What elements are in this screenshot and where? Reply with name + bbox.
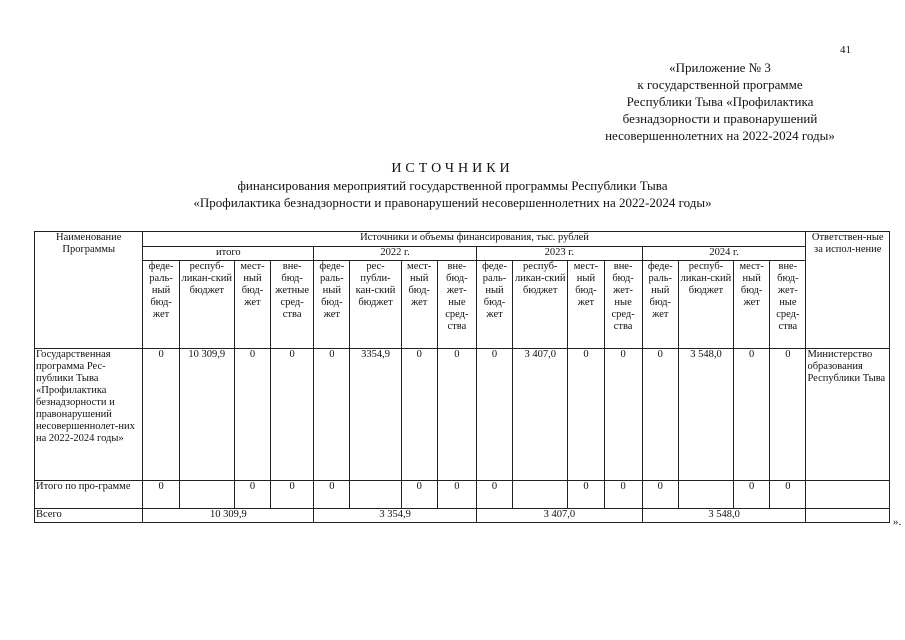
document-subtitle: «Профилактика безнадзорности и правонарушений несовершеннолетних на 2022-2024 годы» — [193, 195, 712, 210]
value-cell: 0 — [271, 349, 314, 481]
annex-line: «Приложение № 3 — [669, 60, 771, 75]
subheader-cell: феде-раль-ный бюд-жет — [642, 261, 678, 349]
row-total-program-name: Итого по про-грамме — [35, 481, 143, 509]
value-cell: 0 — [770, 349, 806, 481]
document-heading — [0, 160, 905, 211]
value-cell: 10 309,9 — [179, 349, 234, 481]
subheader-cell: вне-бюд-жет-ные сред-ства — [437, 261, 476, 349]
header-group-2022: 2022 г. — [314, 247, 477, 261]
header-responsible: Ответствен-ные за испол-нение — [806, 232, 890, 349]
value-cell: 0 — [401, 349, 437, 481]
subheader-cell: респуб-ликан-ский бюджет — [513, 261, 568, 349]
closing-quote: ». — [893, 516, 902, 528]
value-cell: 3354,9 — [350, 349, 401, 481]
subheader-cell: мест-ный бюд-жет — [568, 261, 604, 349]
empty-cell — [806, 509, 890, 523]
subheader-cell: вне-бюд-жет-ные сред-ства — [604, 261, 642, 349]
value-cell: 0 — [234, 349, 270, 481]
document-subtitle: финансирования мероприятий государственной программы Республики Тыва — [237, 178, 668, 193]
value-cell: 0 — [234, 481, 270, 509]
value-cell: 3 354,9 — [314, 509, 477, 523]
value-cell: 0 — [314, 481, 350, 509]
header-group-2023: 2023 г. — [476, 247, 642, 261]
value-cell: 0 — [734, 481, 770, 509]
row-all-name: Всего — [35, 509, 143, 523]
value-cell: 3 407,0 — [513, 349, 568, 481]
document-title: ИСТОЧНИКИ — [391, 161, 514, 176]
header-sources: Источники и объемы финансирования, тыс. рублей — [143, 232, 806, 247]
empty-cell — [806, 481, 890, 509]
subheader-cell: рес-публи-кан-ский бюджет — [350, 261, 401, 349]
header-program-name: Наименование Программы — [35, 232, 143, 349]
value-cell: 0 — [568, 349, 604, 481]
row-responsible: Министерство образования Республики Тыва — [806, 349, 890, 481]
value-cell: 0 — [476, 349, 512, 481]
value-cell — [513, 481, 568, 509]
value-cell: 0 — [604, 481, 642, 509]
subheader-cell: мест-ный бюд-жет — [734, 261, 770, 349]
header-group-total: итого — [143, 247, 314, 261]
annex-header — [560, 59, 880, 144]
subheader-cell: феде-раль-ный бюд-жет — [143, 261, 179, 349]
value-cell: 0 — [143, 349, 179, 481]
value-cell: 0 — [271, 481, 314, 509]
value-cell: 3 548,0 — [642, 509, 806, 523]
value-cell: 0 — [642, 481, 678, 509]
value-cell: 0 — [314, 349, 350, 481]
value-cell: 0 — [568, 481, 604, 509]
subheader-cell: феде-раль-ный бюд-жет — [314, 261, 350, 349]
subheader-cell: мест-ный бюд-жет — [401, 261, 437, 349]
value-cell: 0 — [734, 349, 770, 481]
annex-line: к государственной программе — [637, 77, 803, 92]
subheader-cell: вне-бюд-жетные сред-ства — [271, 261, 314, 349]
value-cell — [179, 481, 234, 509]
value-cell: 10 309,9 — [143, 509, 314, 523]
value-cell: 0 — [437, 349, 476, 481]
page-number: 41 — [840, 44, 851, 56]
value-cell: 3 548,0 — [678, 349, 733, 481]
funding-table — [34, 231, 890, 523]
subheader-cell: респуб-ликан-ский бюджет — [678, 261, 733, 349]
annex-line: Республики Тыва «Профилактика — [626, 94, 814, 109]
value-cell: 0 — [401, 481, 437, 509]
annex-line: безнадзорности и правонарушений — [622, 111, 818, 126]
row-program-name: Государственная программа Рес-публики Тыва «Профилактика безнадзорности и правонарушений несовершеннолет-них на 2022-2024 годы» — [35, 349, 143, 481]
table-row — [35, 509, 890, 523]
subheader-cell: вне-бюд-жет-ные сред-ства — [770, 261, 806, 349]
value-cell — [350, 481, 401, 509]
value-cell: 0 — [476, 481, 512, 509]
value-cell: 0 — [604, 349, 642, 481]
subheader-cell: феде-раль-ный бюд-жет — [476, 261, 512, 349]
subheader-cell: мест-ный бюд-жет — [234, 261, 270, 349]
value-cell: 0 — [143, 481, 179, 509]
value-cell: 0 — [642, 349, 678, 481]
value-cell: 3 407,0 — [476, 509, 642, 523]
annex-line: несовершеннолетних на 2022-2024 годы» — [605, 128, 835, 143]
value-cell — [678, 481, 733, 509]
table-row — [35, 349, 890, 481]
header-group-2024: 2024 г. — [642, 247, 806, 261]
value-cell: 0 — [437, 481, 476, 509]
table-row — [35, 481, 890, 509]
value-cell: 0 — [770, 481, 806, 509]
subheader-cell: респуб-ликан-ский бюджет — [179, 261, 234, 349]
